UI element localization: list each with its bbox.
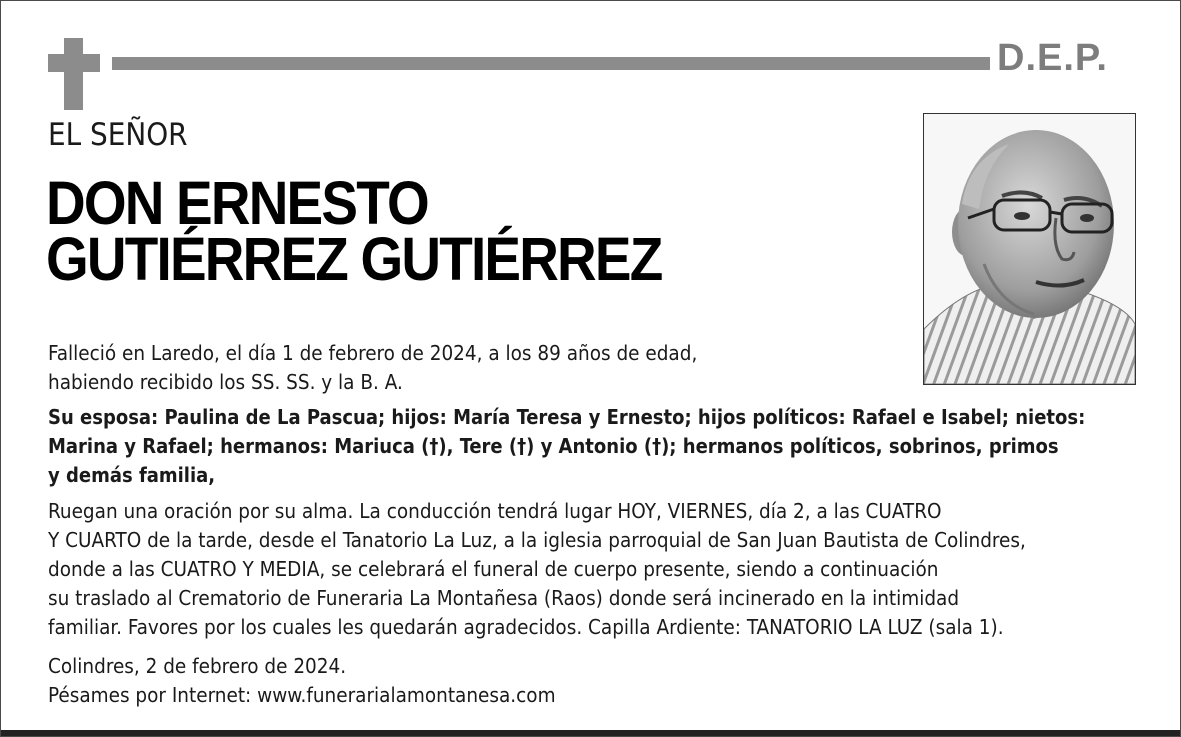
- family-line: Marina y Rafael; hermanos: Mariuca (†), Tere (†) y Antonio (†); hermanos políticos, sobrinos, primos: [48, 434, 1059, 458]
- funeral-line: Y CUARTO de la tarde, desde el Tanatorio La Luz, a la iglesia parroquial de San Juan Bautista de Colindres,: [48, 528, 1026, 552]
- death-notice: [48, 339, 697, 397]
- funeral-line: Ruegan una oración por su alma. La conducción tendrá lugar HOY, VIERNES, día 2, a las CUATRO: [48, 499, 942, 523]
- family-line: y demás familia,: [48, 463, 216, 487]
- funeral-line: su traslado al Crematorio de Funeraria La Montañesa (Raos) donde será incinerado en la intimidad: [48, 586, 960, 610]
- death-notice-line: Falleció en Laredo, el día 1 de febrero de 2024, a los 89 años de edad,: [48, 341, 698, 365]
- condolences-web: Pésames por Internet: www.funerarialamontanesa.com: [48, 683, 556, 707]
- family-list: [48, 403, 1085, 490]
- dep-label: D.E.P.: [997, 37, 1108, 79]
- deceased-name-line-1: DON ERNESTO: [46, 169, 428, 237]
- pre-title: EL SEÑOR: [48, 117, 188, 153]
- funeral-line: donde a las CUATRO Y MEDIA, se celebrará el funeral de cuerpo presente, siendo a continuación: [48, 557, 939, 581]
- header-rule: [112, 57, 990, 70]
- family-line: Su esposa: Paulina de La Pascua; hijos: María Teresa y Ernesto; hijos políticos: Rafael e Isabel; nietos:: [48, 405, 1086, 429]
- deceased-name-line-2: GUTIÉRREZ GUTIÉRREZ: [46, 225, 662, 293]
- footer: [48, 652, 556, 710]
- funeral-details: [48, 497, 1026, 642]
- portrait-illustration: [924, 114, 1135, 384]
- portrait-photo: [923, 113, 1136, 385]
- cross-horizontal-bar: [48, 54, 100, 72]
- funeral-line: familiar. Favores por los cuales les quedarán agradecidos. Capilla Ardiente: TANATORIO LA LUZ (sala 1).: [48, 615, 1004, 639]
- death-notice-line: habiendo recibido los SS. SS. y la B. A.: [48, 370, 403, 394]
- bottom-rule: [1, 730, 1180, 736]
- cross-vertical-bar: [64, 38, 83, 110]
- place-date: Colindres, 2 de febrero de 2024.: [48, 654, 347, 678]
